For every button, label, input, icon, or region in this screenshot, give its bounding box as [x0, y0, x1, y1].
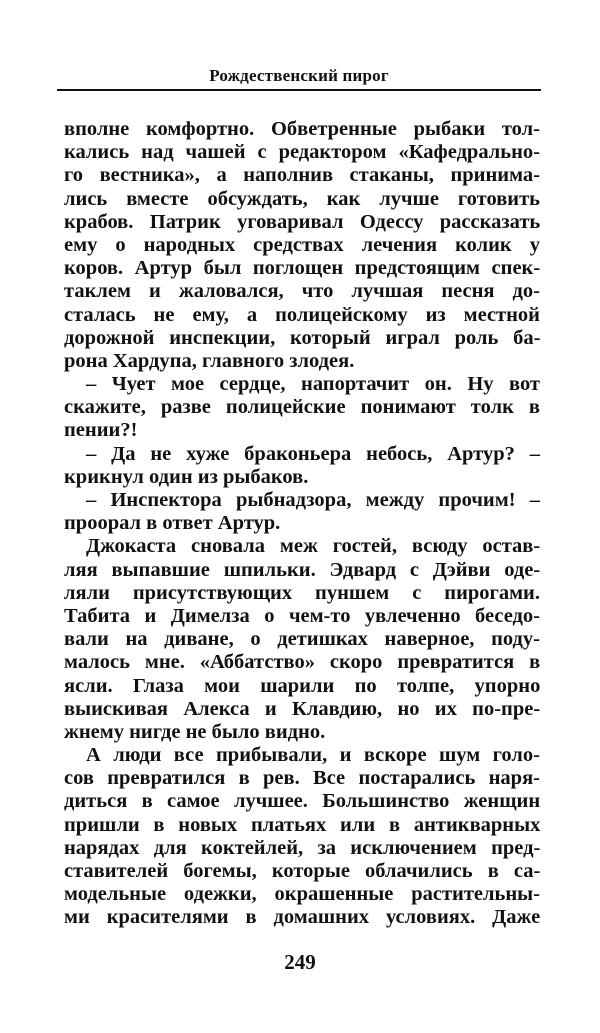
text-line: вполне комфортно. Обветренные рыбаки тол- [64, 118, 540, 140]
text-line: вали на диване, о детишках наверное, поду- [64, 628, 540, 651]
text-line: скажите, разве полицейские понимают толк в [64, 396, 540, 419]
text-line: проорал в ответ Артур. [64, 512, 281, 535]
text-line: сов превратился в рев. Все постарались наря- [64, 767, 540, 790]
text-line: малось мне. «Аббатство» скоро превратится в [64, 651, 541, 674]
text-line: – Инспектора рыбнадзора, между прочим! – [86, 489, 540, 511]
text-line: ставителей богемы, которые облачились в са- [64, 860, 541, 882]
text-line: модельные одежки, окрашенные растительны- [64, 883, 540, 906]
text-line: Джокаста сновала меж гостей, всюду остав- [86, 535, 541, 558]
body-text [64, 118, 540, 930]
text-line: пении?! [64, 419, 138, 442]
text-line: ляли присутствующих пуншем с пирогами. [64, 581, 540, 604]
text-line: ляя выпавшие шпильки. Эдвард с Дэйви оде- [64, 558, 541, 581]
text-line: выискивая Алекса и Клавдию, но их по-пре- [64, 697, 541, 720]
text-line: ему о народных средствах лечения колик у [64, 233, 540, 256]
text-line: нарядах для коктейлей, за исключением пред- [64, 836, 541, 859]
text-line: таклем и жаловался, что лучшая песня до- [64, 280, 540, 303]
text-line: ясли. Глаза мои шарили по толпе, упорно [64, 674, 541, 697]
text-line: кались над чашей с редактором «Кафедрально- [64, 141, 540, 164]
text-line: Табита и Димелза о чем-то увлеченно беседо- [64, 604, 540, 627]
text-line: диться в самое лучшее. Большинство женщин [64, 790, 541, 813]
text-line: дорожной инспекции, который играл роль ба- [64, 326, 541, 349]
text-line: лись вместе обсуждать, как лучше готовить [64, 187, 540, 210]
text-line: крабов. Патрик уговаривал Одессу рассказать [64, 210, 541, 233]
text-line: го вестника», а наполнив стаканы, принима- [64, 164, 540, 187]
text-line: ми красителями в домашних условиях. Даже [64, 906, 541, 929]
text-line: жнему нигде не было видно. [64, 720, 326, 743]
text-line: рона Хардупа, главного злодея. [64, 349, 355, 372]
text-line: – Чует мое сердце, напортачит он. Ну вот [86, 373, 540, 396]
header-rule [57, 89, 541, 91]
running-header: Рождественский пирог [209, 66, 389, 85]
text-line: крикнул один из рыбаков. [64, 465, 309, 488]
text-line: коров. Артур был поглощен предстоящим спек- [64, 257, 541, 280]
text-line: – Да не хуже браконьера небось, Артур? – [86, 442, 540, 465]
page-number: 249 [284, 950, 316, 974]
text-line: А люди все прибывали, и вскоре шум голо- [86, 744, 540, 767]
text-line: пришли в новых платьях или в антикварных [64, 813, 541, 836]
text-line: сталась не ему, а полицейскому из местной [64, 303, 540, 326]
